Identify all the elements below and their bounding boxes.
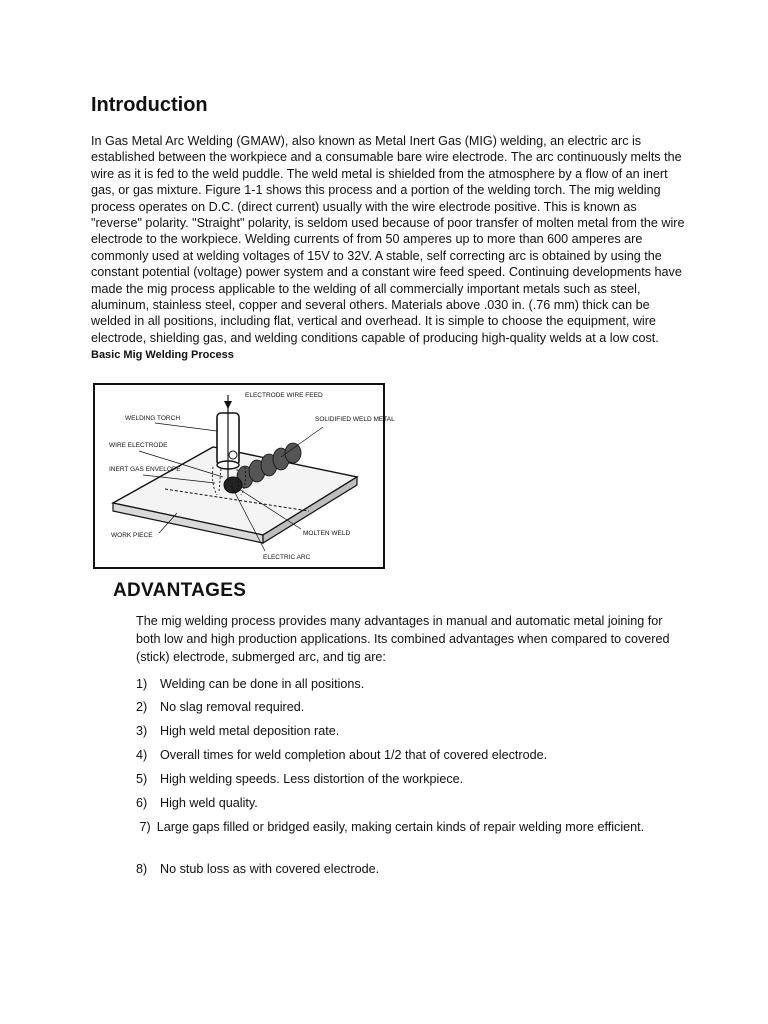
mig-welding-figure: [93, 383, 395, 569]
label-electric-arc: ELECTRIC ARC: [263, 554, 311, 561]
label-work-piece: WORK PIECE: [111, 532, 153, 539]
list-item: 2) No slag removal required.: [136, 700, 305, 714]
label-inert-gas-envelope: INERT GAS ENVELOPE: [109, 466, 181, 473]
list-item: 1) Welding can be done in all positions.: [136, 677, 365, 691]
label-solidified-weld-metal: SOLIDIFIED WELD METAL: [315, 416, 395, 423]
list-item: 3) High weld metal deposition rate.: [136, 724, 340, 738]
label-molten-weld: MOLTEN WELD: [303, 530, 351, 537]
list-item: 6) High weld quality.: [136, 796, 258, 810]
figure-caption: Basic Mig Welding Process: [91, 349, 234, 362]
list-item: 5) High welding speeds. Less distortion of the workpiece.: [136, 772, 464, 786]
list-item: 8) No stub loss as with covered electrode.: [136, 862, 380, 876]
mig-welding-diagram: [95, 385, 395, 567]
torch-contact-tip: [229, 451, 237, 459]
label-wire-electrode: WIRE ELECTRODE: [109, 442, 168, 449]
intro-heading: Introduction: [91, 94, 208, 116]
label-electrode-wire-feed: ELECTRODE WIRE FEED: [245, 392, 323, 399]
list-item: 4) Overall times for weld completion about 1/2 that of covered electrode.: [136, 748, 548, 762]
intro-body-text: In Gas Metal Arc Welding (GMAW), also known as Metal Inert Gas (MIG) welding, an electric arc is established between the workpiece and a consumable bare wire electrode. The arc continuously melts the wire as it is fed to the weld puddle. The weld metal is shielded from the atmosphere by a flow of an inert gas, or gas mixture. Figure 1-1 shows this process and a portion of the welding torch. The mig welding process operates on D.C. (direct current) usually with the wire electrode positive. This is known as "reverse" polarity. "Straight" polarity, is seldom used because of poor transfer of molten metal from the wire electrode to the workpiece. Welding currents of from 50 amperes up to more than 600 amperes are commonly used at welding voltages of 15V to 32V. A stable, self correcting arc is obtained by using the constant potential (voltage) power system and a constant wire feed speed. Continuing developments have made the mig process applicable to the welding of all commercially important metals such as steel, aluminum, stainless steel, copper and several others. Materials above .030 in. (.76 mm) thick can be welded in all positions, including flat, vertical and overhead. It is simple to choose the equipment, wire electrode, shielding gas, and welding conditions capable of producing high-quality welds at a low cost.: [91, 134, 685, 345]
advantages-intro: The mig welding process provides many advantages in manual and automatic metal joining for both low and high production applications. Its combined advantages when compared to covered (stick) electrode, submerged arc, and tig are:: [136, 614, 670, 664]
list-item: 7) Large gaps filled or bridged easily, making certain kinds of repair welding more efficient.: [139, 820, 645, 834]
advantages-heading: ADVANTAGES: [113, 580, 247, 601]
intro-paragraph: [91, 133, 691, 364]
wire-feed-arrow-icon: [224, 401, 232, 409]
label-welding-torch: WELDING TORCH: [125, 415, 181, 422]
